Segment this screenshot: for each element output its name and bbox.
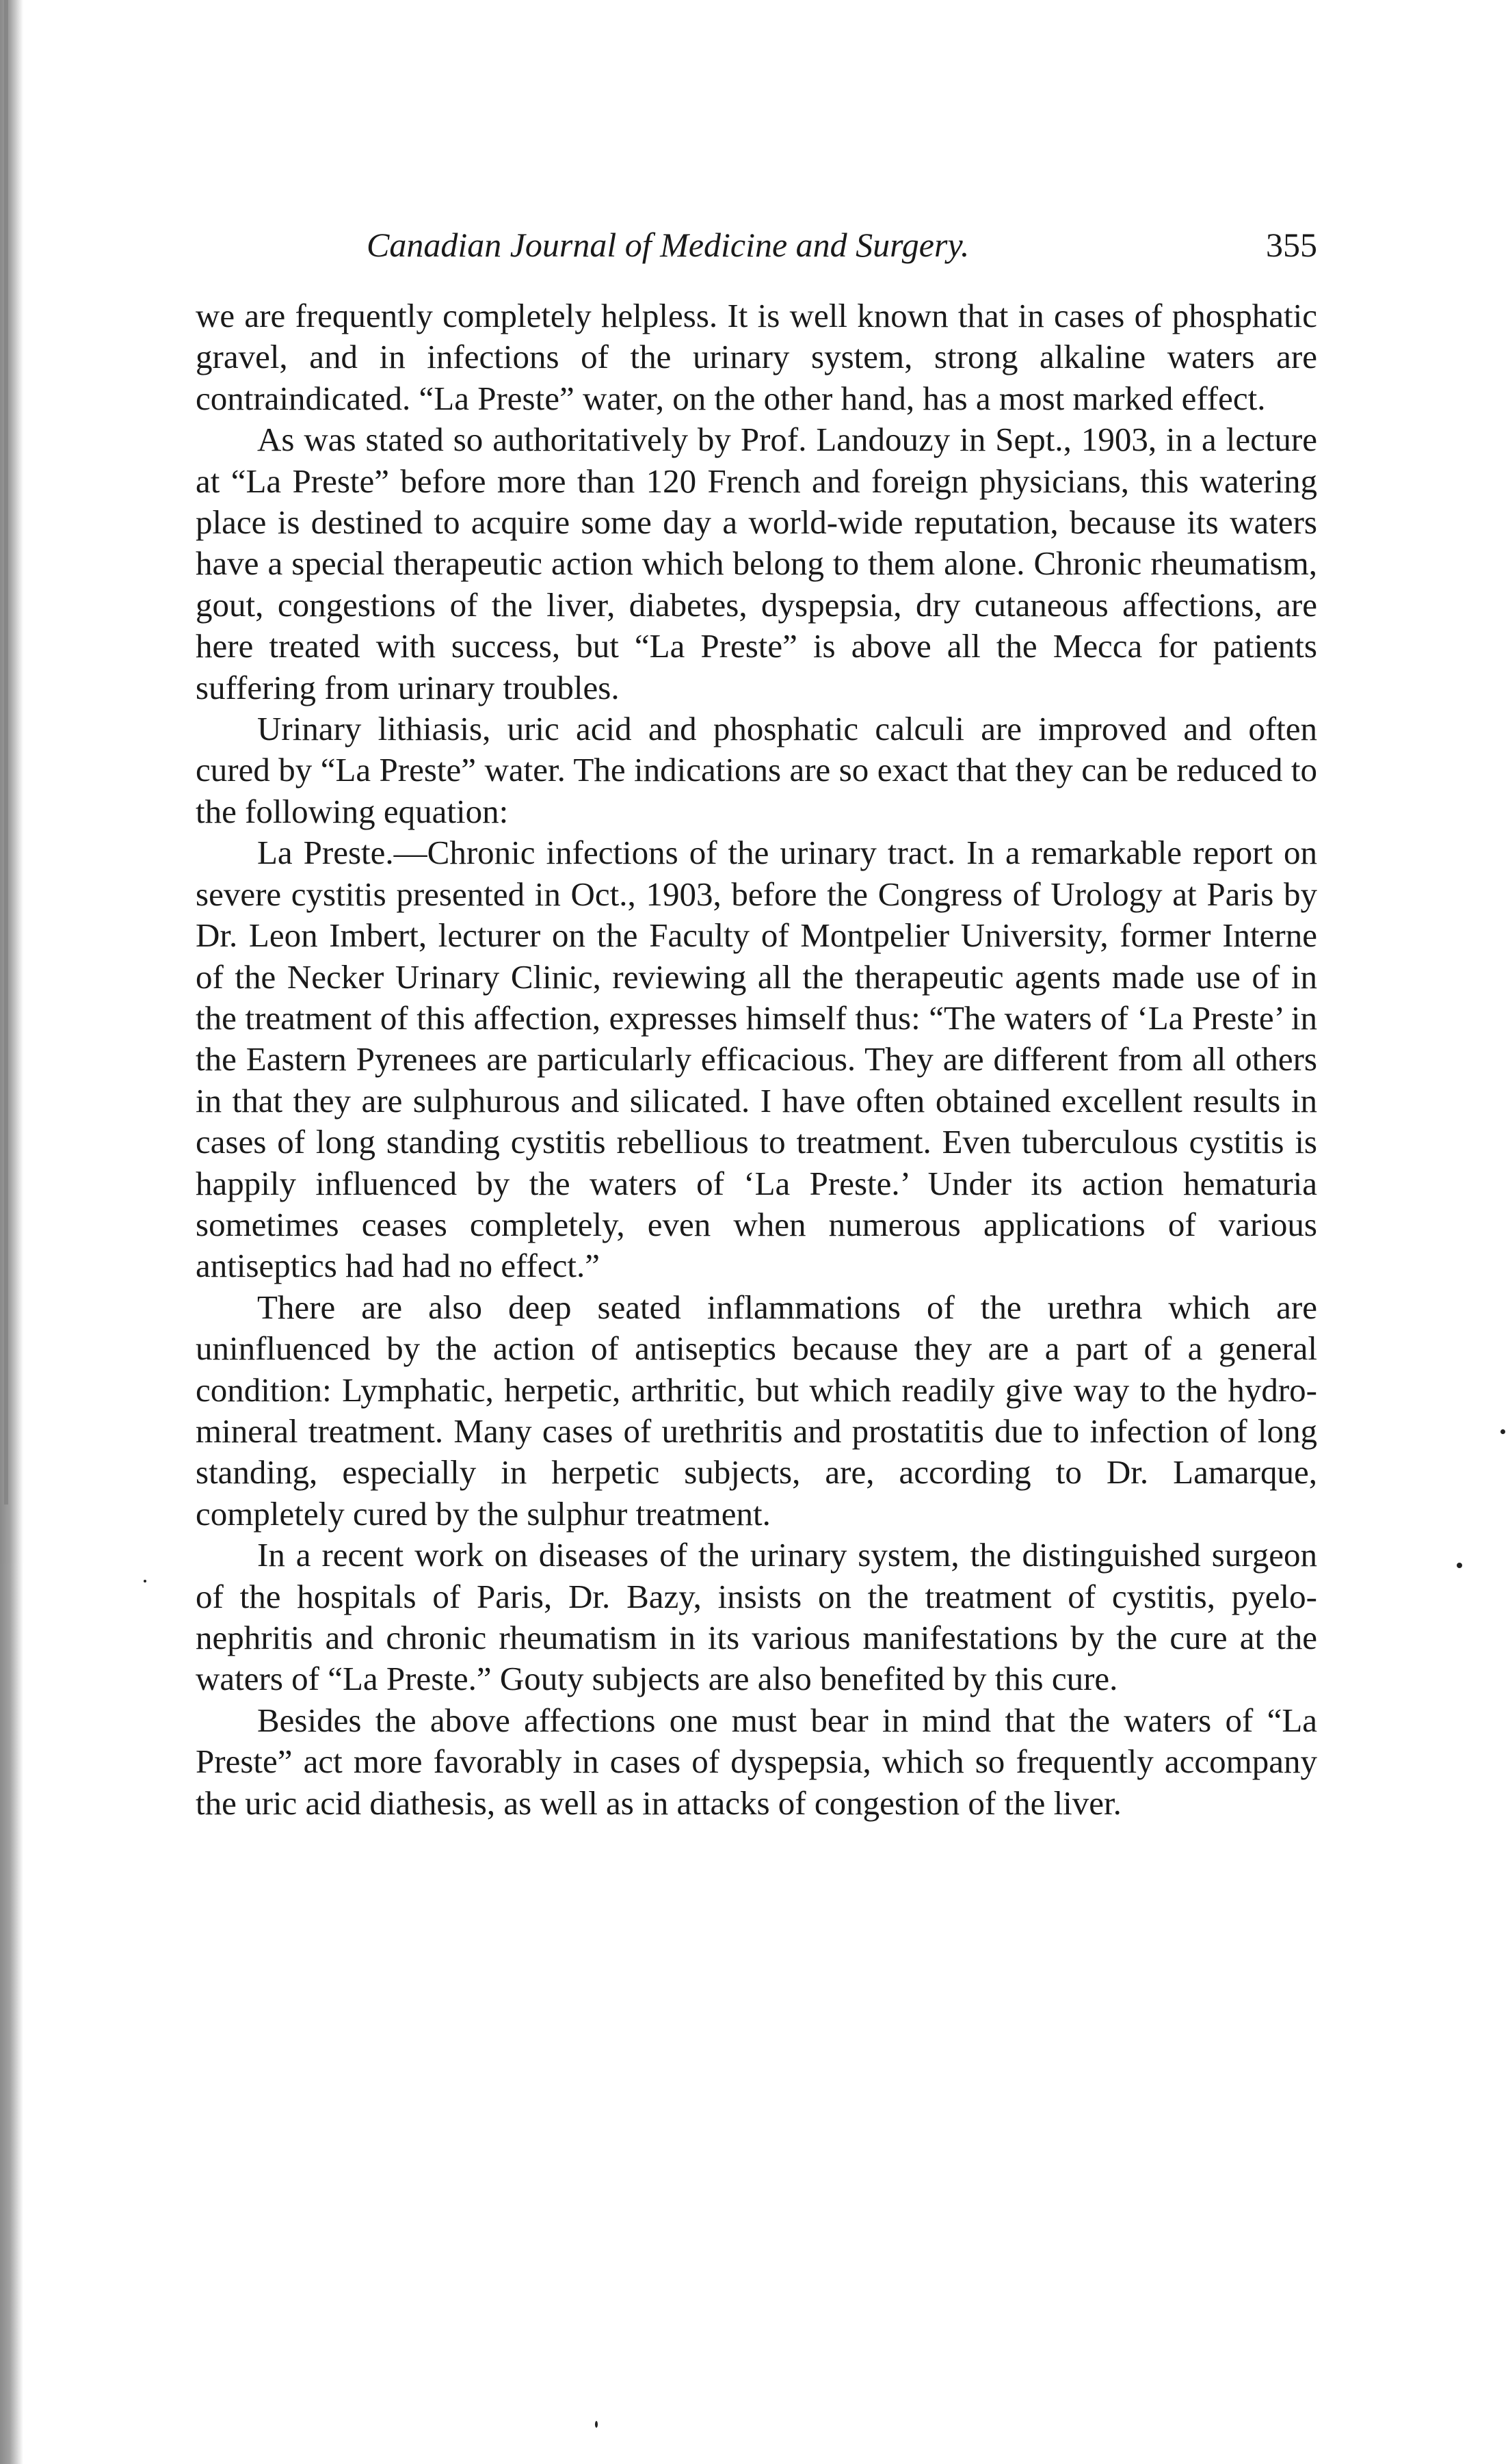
paragraph-7: Besides the above affections one must bear in mind that the waters of “La Preste” act more favorably in cases of dyspepsia, which so frequently accompany the uric acid diathesis, as well as in attacks of congestion of the liver. xyxy=(196,1701,1317,1822)
paragraph-4: La Preste.—Chronic infections of the urinary tract. In a remarkable report on severe cystitis presented in Oct., 1903, before the Congress of Urology at Paris by Dr. Leon Imbert, lecturer on the Faculty of Montpelier University, former Interne of the Necker Urinary Clinic, reviewing all the therapeutic agents made use of in the treatment of this affection, expresses himself thus: “The waters of ‘La Preste’ in the Eastern Pyrenees are particularly efficacious. They are different from all others in that they are sulphurous and silicated. I have often obtained excellent results in cases of long standing cystitis rebellious to treatment. Even tuberculous cystitis is happily influenced by the waters of ‘La Preste.’ Under its action hematuria sometimes ceases completely, even when numerous applications of various antiseptics had had no effect.” xyxy=(196,834,1317,1285)
paragraph-2: As was stated so authoritatively by Prof. Landouzy in Sept., 1903, in a lecture at “La Preste” before more than 120 French and foreign physicians, this watering place is destined to acquire some day a world-wide reputation, because its waters have a special therapeutic action which belong to them alone. Chronic rheumatism, gout, congestions of the liver, diabetes, dyspepsia, dry cutaneous affections, are here treated with success, but “La Preste” is above all the Mecca for patients suffering from urinary troubles. xyxy=(196,421,1317,706)
scan-speck xyxy=(595,2421,598,2428)
journal-title: Canadian Journal of Medicine and Surgery. xyxy=(367,226,970,264)
scan-speck xyxy=(144,1580,146,1582)
scan-speck xyxy=(1457,1563,1462,1568)
article-body xyxy=(196,295,1317,1824)
paragraph-3: Urinary lithiasis, uric acid and phosphatic calculi are improved and often cured by “La Preste” water. The indications are so exact that they can be reduced to the following equation: xyxy=(196,710,1317,830)
paragraph-6: In a recent work on diseases of the urinary system, the distinguished surgeon of the hospitals of Paris, Dr. Bazy, insists on the treatment of cystitis, pyelo-nephritis and chronic rheumatism in its various manifestations by the cure at the waters of “La Preste.” Gouty subjects are also benefited by this cure. xyxy=(196,1536,1317,1698)
page-number: 355 xyxy=(1266,226,1317,264)
scan-speck xyxy=(1500,1429,1505,1434)
scan-edge-shadow xyxy=(0,0,23,2464)
paragraph-5: There are also deep seated inflammations of the urethra which are uninfluenced by the action of antiseptics because they are a part of a general condition: Lymphatic, herpetic, arthritic, but which readily give way to the hydro-mineral treatment. Many cases of urethritis and prostatitis due to infection of long standing, especially in herpetic subjects, are, according to Dr. Lamarque, completely cured by the sulphur treatment. xyxy=(196,1288,1317,1533)
paragraph-1: we are frequently completely helpless. It is well known that in cases of phosphatic gravel, and in infections of the urinary system, strong alkaline waters are contraindicated. “La Preste” water, on the other hand, has a most marked effect. xyxy=(196,297,1317,417)
running-header xyxy=(196,217,1317,272)
